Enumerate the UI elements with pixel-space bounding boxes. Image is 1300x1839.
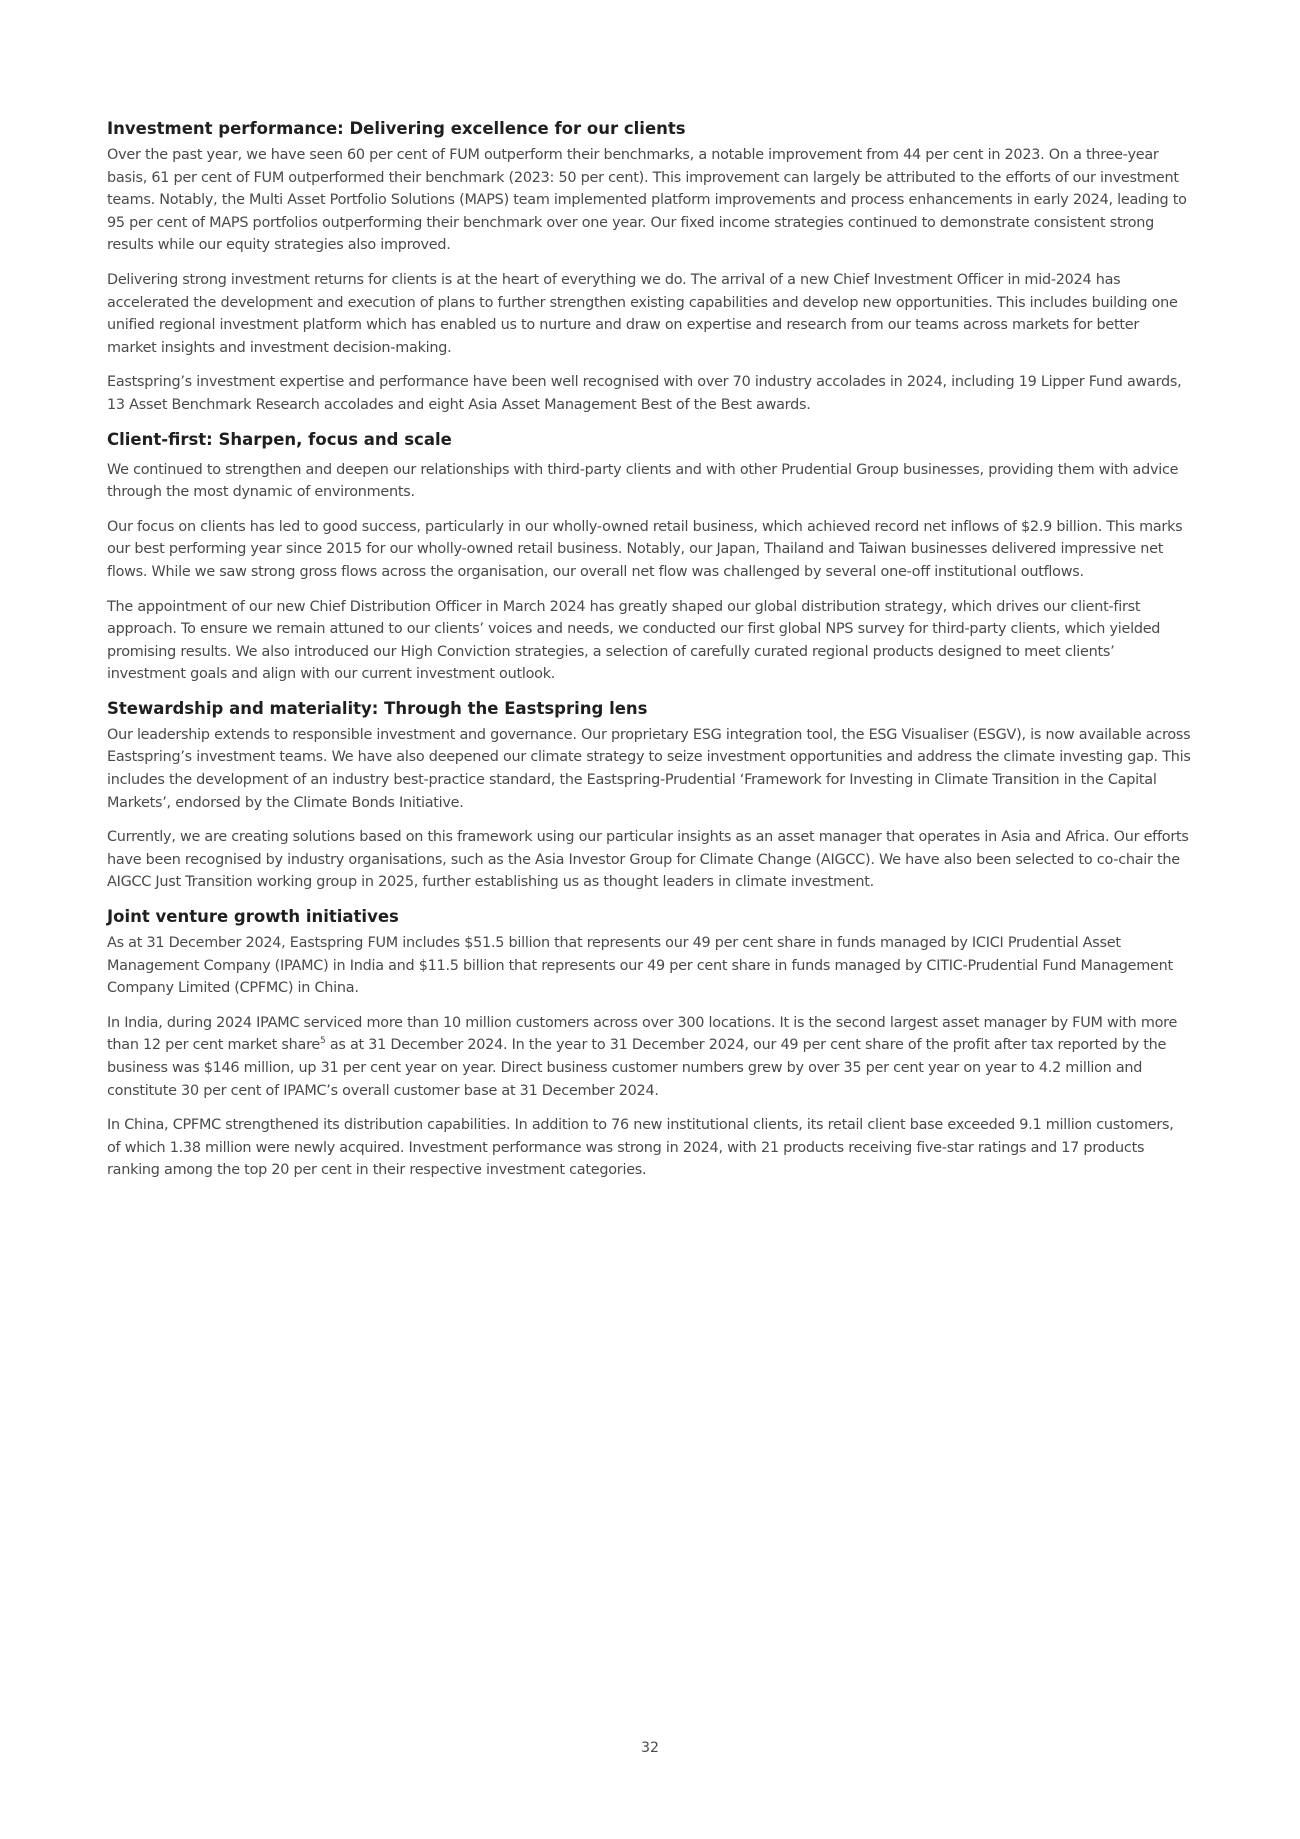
paragraph: Over the past year, we have seen 60 per cent of FUM outperform their benchmarks, a notable improvement from 44 per cent in 2023. On a three-year basis, 61 per cent of FUM outperformed their benchmark (2023: 50 per cent). This improvement can largely be attributed to the efforts of our investment teams. Notably, the Multi Asset Portfolio Solutions (MAPS) team implemented platform improvements and process enhancements in early 2024, leading to 95 per cent of MAPS portfolios outperforming their benchmark over one year. Our fixed income strategies continued to demonstrate consistent strong results while our equity strategies also improved. <box>107 147 1187 254</box>
section-stewardship <box>107 698 1191 894</box>
footnote-marker: 5 <box>320 1036 326 1047</box>
paragraph: We continued to strengthen and deepen our relationships with third-party clients and with other Prudential Group businesses, providing them with advice through the most dynamic of environments. <box>107 461 1179 501</box>
page-content <box>107 118 1191 1194</box>
paragraph: Currently, we are creating solutions based on this framework using our particular insights as an asset manager that operates in Asia and Africa. Our efforts have been recognised by industry organisations, such as the Asia Investor Group for Climate Change (AIGCC). We have also been selected to co-chair the AIGCC Just Transition working group in 2025, further establishing us as thought leaders in climate investment. <box>107 829 1189 891</box>
section-heading: Investment performance: Delivering excellence for our clients <box>107 119 686 138</box>
paragraph: Our leadership extends to responsible investment and governance. Our proprietary ESG integration tool, the ESG Visualiser (ESGV), is now available across Eastspring’s investment teams. We have also deepened our climate strategy to seize investment opportunities and address the climate investing gap. This includes the development of an industry best-practice standard, the Eastspring-Prudential ‘Framework for Investing in Climate Transition in the Capital Markets’, endorsed by the Climate Bonds Initiative. <box>107 726 1191 811</box>
paragraph-text: In India, during 2024 IPAMC serviced more than 10 million customers across over 300 locations. It is the second largest asset manager by FUM with more than 12 per cent market share <box>107 1014 1178 1054</box>
paragraph: Our focus on clients has led to good success, particularly in our wholly-owned retail business, which achieved record net inflows of $2.9 billion. This marks our best performing year since 2015 for our wholly-owned retail business. Notably, our Japan, Thailand and Taiwan businesses delivered impressive net flows. While we saw strong gross flows across the organisation, our overall net flow was challenged by several one-off institutional outflows. <box>107 518 1183 580</box>
paragraph: Delivering strong investment returns for clients is at the heart of everything we do. The arrival of a new Chief Investment Officer in mid-2024 has accelerated the development and execution of plans to further strengthen existing capabilities and develop new opportunities. This includes building one unified regional investment platform which has enabled us to nurture and draw on expertise and research from our teams across markets for better market insights and investment decision-making. <box>107 271 1178 356</box>
paragraph: Eastspring’s investment expertise and performance have been well recognised with over 70 industry accolades in 2024, including 19 Lipper Fund awards, 13 Asset Benchmark Research accolades and eight Asia Asset Management Best of the Best awards. <box>107 374 1182 413</box>
section-heading: Joint venture growth initiatives <box>107 907 399 927</box>
section-joint-venture <box>107 906 1191 1182</box>
section-heading: Client-first: Sharpen, focus and scale <box>107 429 452 449</box>
paragraph: The appointment of our new Chief Distribution Officer in March 2024 has greatly shaped our global distribution strategy, which drives our client-first approach. To ensure we remain attuned to our clients’ voices and needs, we conducted our first global NPS survey for third-party clients, which yielded promising results. We also introduced our High Conviction strategies, a selection of carefully curated regional products designed to meet clients’ investment goals and align with our current investment outlook. <box>107 598 1161 683</box>
section-client-first <box>107 429 1191 686</box>
paragraph: As at 31 December 2024, Eastspring FUM includes $51.5 billion that represents our 49 per cent share in funds managed by ICICI Prudential Asset Management Company (IPAMC) in India and $11.5 billion that represents our 49 per cent share in funds managed by CITIC-Prudential Fund Management Company Limited (CPFMC) in China. <box>107 935 1173 997</box>
section-investment-performance <box>107 118 1191 417</box>
paragraph: In China, CPFMC strengthened its distribution capabilities. In addition to 76 new institutional clients, its retail client base exceeded 9.1 million customers, of which 1.38 million were newly acquired. Investment performance was strong in 2024, with 21 products receiving five-star ratings and 17 products ranking among the top 20 per cent in their respective investment categories. <box>107 1117 1174 1179</box>
page-number: 32 <box>641 1740 659 1756</box>
section-heading: Stewardship and materiality: Through the Eastspring lens <box>107 698 648 718</box>
paragraph-text: as at 31 December 2024. In the year to 31 December 2024, our 49 per cent share of the profit after tax reported by the business was $146 million, up 31 per cent year on year. Direct business customer numbers grew by over 35 per cent year on year to 4.2 million and constitute 30 per cent of IPAMC’s overall customer base at 31 December 2024. <box>107 1037 1167 1099</box>
paragraph-ipamc <box>107 1012 1191 1102</box>
